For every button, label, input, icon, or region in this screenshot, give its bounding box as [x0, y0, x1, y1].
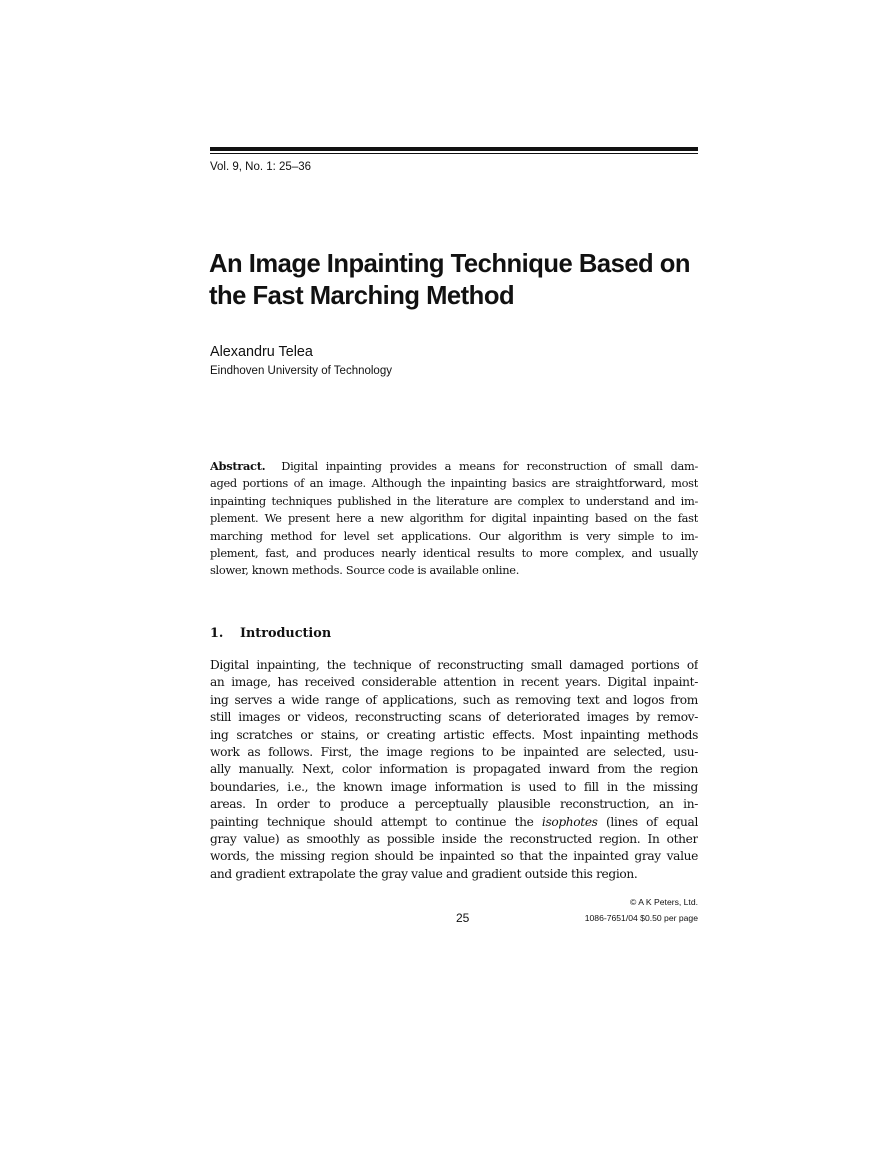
body-line: work as follows. First, the image regions to be inpainted are selected, usu- [210, 745, 698, 760]
section-number: 1. [210, 626, 224, 641]
body-line: Digital inpainting, the technique of reconstructing small damaged portions of [210, 658, 698, 672]
body-line: gray value) as smoothly as possible inside the reconstructed region. In other [210, 832, 698, 847]
body-text: (lines of equal [597, 814, 698, 829]
author-name: Alexandru Telea [210, 344, 313, 360]
abstract-line: plement, fast, and produces nearly identical results to more complex, and usually [210, 546, 698, 561]
body-line: still images or videos, reconstructing scans of deteriorated images by remov- [210, 710, 698, 725]
body-line: and gradient extrapolate the gray value and gradient outside this region. [210, 866, 638, 881]
abstract [210, 458, 698, 580]
introduction-paragraph [210, 657, 698, 883]
body-line: ing serves a wide range of applications, such as removing text and logos from [210, 692, 698, 707]
body-line: areas. In order to produce a perceptually plausible reconstruction, an in- [210, 797, 698, 812]
copyright-notice: © A K Peters, Ltd. [630, 897, 698, 907]
body-line: ally manually. Next, color information is propagated inward from the region [210, 762, 698, 777]
author-affiliation: Eindhoven University of Technology [210, 365, 392, 377]
isophotes-term: isophotes [541, 814, 598, 829]
abstract-line: aged portions of an image. Although the inpainting basics are straightforward, most [210, 476, 698, 491]
journal-reference: Vol. 9, No. 1: 25–36 [210, 161, 312, 173]
abstract-line: plement. We present here a new algorithm for digital inpainting based on the fast [210, 511, 698, 526]
paper-title [209, 248, 709, 312]
body-line: an image, has received considerable attention in recent years. Digital inpaint- [210, 675, 698, 690]
body-line: ing scratches or stains, or creating artistic effects. Most inpainting methods [210, 727, 698, 742]
body-line [210, 814, 698, 831]
header-rule-thin [210, 153, 698, 154]
abstract-line: slower, known methods. Source code is available online. [210, 563, 520, 578]
issn-price: 1086-7651/04 $0.50 per page [584, 913, 698, 923]
abstract-line: marching method for level set applications. Our algorithm is very simple to im- [210, 528, 698, 543]
section-heading [210, 625, 331, 643]
body-line: boundaries, i.e., the known image information is used to fill in the missing [210, 779, 698, 794]
header-rule-thick [210, 147, 698, 151]
page-number: 25 [456, 911, 470, 925]
body-line: words, the missing region should be inpainted so that the inpainted gray value [210, 849, 698, 864]
paper-title-line-1: An Image Inpainting Technique Based on [209, 250, 691, 278]
abstract-line [210, 458, 698, 475]
abstract-line: inpainting techniques published in the literature are complex to understand and im- [210, 493, 698, 508]
section-title: Introduction [240, 626, 332, 641]
abstract-label: Abstract. [210, 459, 266, 473]
paper-title-line-2: the Fast Marching Method [209, 282, 515, 310]
abstract-text: Digital inpainting provides a means for reconstruction of small dam- [281, 459, 698, 473]
body-text: painting technique should attempt to continue the [210, 814, 542, 829]
